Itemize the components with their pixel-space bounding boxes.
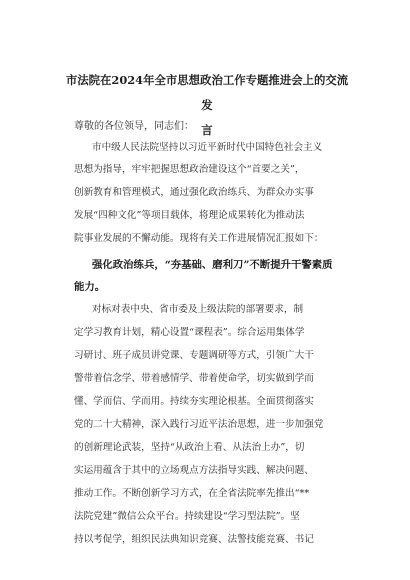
paragraph-1-line: 思想为指导，牢牢把握思想政治建设这个“首要之关”， <box>74 164 305 175</box>
section-heading-line-1: 强化政治练兵，“夯基础、磨利刀”不断提升干警素质 <box>92 259 333 271</box>
paragraph-2-line: 懂、学而信、学而用。持续夯实理论根基。全面贯彻落实 <box>74 396 314 407</box>
section-heading-line-2: 能力。 <box>74 281 106 293</box>
paragraph-2-line: 警带着信念学、带着感情学、带着使命学，切实做到学而 <box>74 373 314 384</box>
paragraph-1-line: 市中级人民法院坚持以习近平新时代中国特色社会主义 <box>92 142 323 153</box>
paragraph-2-line: 党的二十大精神，深入践行习近平法治思想，进一步加强党 <box>74 419 324 430</box>
paragraph-2-line: 法院党建”微信公众平台。持续建设“学习型法院”。坚 <box>74 511 300 522</box>
title-line-1: 市法院在2024年全市思想政治工作专题推进会上的交流发 <box>65 73 349 112</box>
paragraph-2-line: 实运用蕴含于其中的立场观点方法指导实践、解决问题、 <box>74 465 314 476</box>
paragraph-1-line: 发展“四种文化”等项目载体，将理论成果转化为推动法 <box>74 210 305 221</box>
paragraph-2-line: 定学习教育计划，精心设置“课程表”。综合运用集体学 <box>74 327 305 338</box>
paragraph-1-line: 院事业发展的不懈动能。现将有关工作进展情况汇报如下： <box>74 233 324 244</box>
paragraph-2-line: 持以考促学，组织民法典知识竞赛、法警技能竞赛、书记 <box>74 534 314 545</box>
paragraph-1-line: 创新教育和管理模式，通过强化政治练兵、为群众办实事 <box>74 187 314 198</box>
greeting: 尊敬的各位领导，同志们： <box>74 121 194 132</box>
paragraph-2-line: 推动工作。不断创新学习方式，在全省法院率先推出“** <box>74 488 310 499</box>
title-line-2: 言 <box>201 123 213 137</box>
paragraph-2-line: 对标对表中央、省市委及上级法院的部署要求，制 <box>92 304 304 315</box>
paragraph-2-line: 习研讨、班子成员讲党课、专题调研等方式，引领广大干 <box>74 350 314 361</box>
paragraph-2-line: 的创新理论武装，坚持“从政治上看、从法治上办”，切 <box>74 442 305 453</box>
